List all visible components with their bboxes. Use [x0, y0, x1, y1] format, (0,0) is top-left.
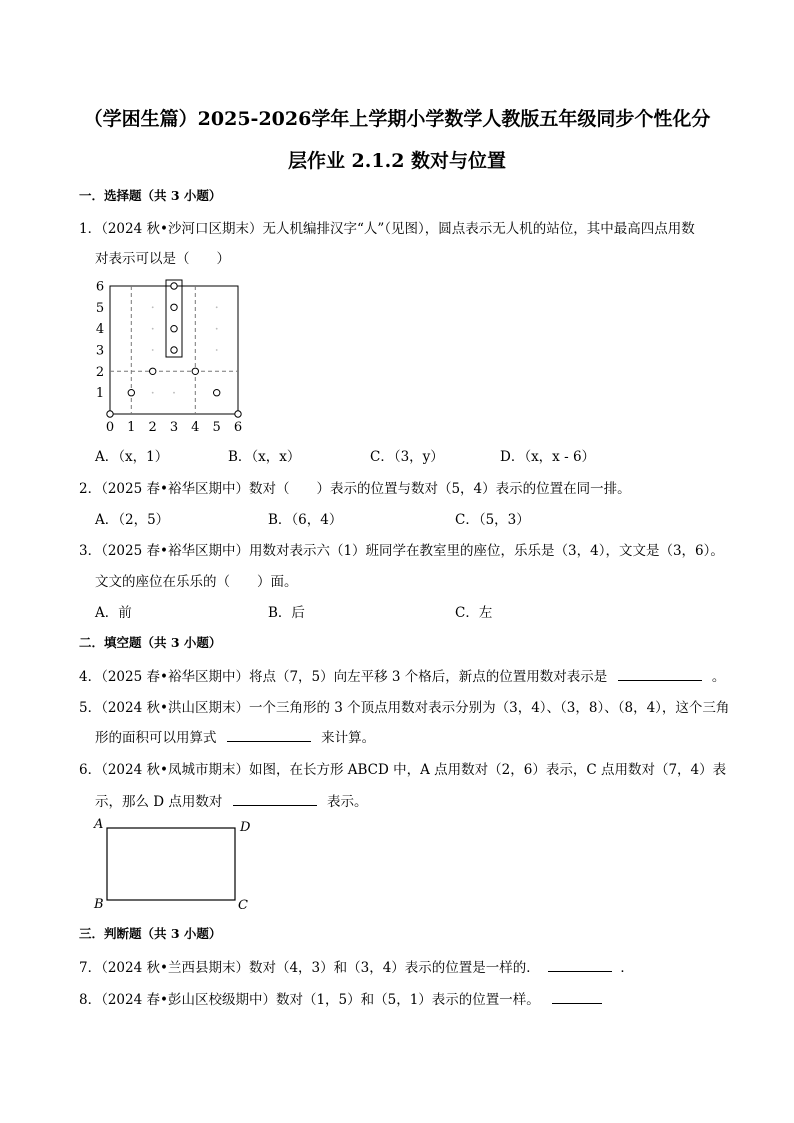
question-4-stem: 4．（2025 春•裕华区期中）将点（7，5）向左平移 3 个格后，新点的位置用数对表示是: [79, 669, 608, 685]
question-5-stem: 形的面积可以用算式: [95, 730, 217, 746]
drone-point-3-6: [171, 283, 177, 289]
rectangle-abcd-figure: [90, 814, 260, 914]
drone-point-5-1: [214, 390, 220, 396]
question-2-option-a[interactable]: A．（2，5）: [95, 512, 170, 528]
section-heading-fill: 二．填空题（共 3 小题）: [79, 635, 222, 650]
question-6-answer-blank[interactable]: [233, 791, 317, 806]
drone-point-4-2: [192, 368, 198, 374]
vertex-label-c: C: [238, 898, 248, 913]
x-tick-label: 0: [105, 420, 115, 435]
corner-point-6-0: [235, 411, 241, 417]
drone-point-1-1: [128, 390, 134, 396]
x-tick-label: 5: [212, 420, 221, 435]
question-3-line2: 文文的座位在乐乐的（ ）面。: [95, 574, 298, 590]
drone-point-3-5: [171, 304, 177, 310]
question-1-line1: 1．（2024 秋•沙河口区期末）无人机编排汉字“人”（见图），圆点表示无人机的站位，其中最高四点用数: [79, 221, 695, 237]
top-four-points-box: [166, 280, 182, 357]
question-1-grid-figure: [90, 276, 250, 436]
question-6-tail: 表示。: [327, 794, 368, 810]
question-1-line2: 对表示可以是（ ）: [95, 251, 230, 267]
question-1-option-a[interactable]: A．（x，1）: [95, 449, 169, 465]
question-4-tail: 。: [711, 669, 726, 685]
question-8-stem: 8．（2024 春•彭山区校级期中）数对（1，5）和（5，1）表示的位置一样。: [79, 992, 540, 1008]
question-5-line2: [95, 726, 375, 746]
question-4-text: [79, 665, 725, 685]
x-tick-label: 3: [169, 420, 179, 435]
question-2-option-b[interactable]: B．（6，4）: [268, 512, 343, 528]
question-4-answer-blank[interactable]: [618, 666, 702, 681]
question-1-option-b[interactable]: B．（x，x）: [228, 449, 301, 465]
question-3-line1: 3．（2025 春•裕华区期中）用数对表示六（1）班同学在教室里的座位，乐乐是（3，4），文文是（3，6）。: [79, 543, 724, 559]
question-8-text: [79, 988, 602, 1008]
question-8-answer-blank[interactable]: [552, 989, 602, 1004]
drone-point-3-3: [171, 347, 177, 353]
x-tick-label: 2: [148, 420, 157, 435]
grid-faint-points: [152, 306, 218, 393]
section-heading-choice: 一．选择题（共 3 小题）: [79, 188, 222, 203]
question-1-option-c[interactable]: C．（3，y）: [370, 449, 444, 465]
question-1-option-d[interactable]: D．（x，x - 6）: [500, 449, 596, 465]
drone-point-2-2: [150, 368, 156, 374]
question-5-tail: 来计算。: [321, 730, 376, 746]
page-title-line2: 层作业 2.1.2 数对与位置: [287, 150, 507, 172]
y-tick-label: 2: [95, 364, 105, 380]
rectangle-abcd: [107, 828, 235, 900]
x-tick-label: 4: [191, 420, 200, 435]
y-tick-label: 4: [95, 322, 105, 338]
y-tick-label: 6: [95, 279, 105, 295]
vertex-label-d: D: [240, 820, 251, 835]
question-6-line1: 6．（2024 秋•凤城市期末）如图，在长方形 ABCD 中，A 点用数对（2，6）表示，C 点用数对（7，4）表: [79, 762, 727, 778]
question-2-option-c[interactable]: C．（5，3）: [455, 512, 530, 528]
y-tick-label: 5: [95, 300, 105, 316]
question-5-line1: 5．（2024 秋•洪山区期末）一个三角形的 3 个顶点用数对表示分别为（3，4）、（3，8）、（8，4），这个三角: [79, 700, 730, 716]
y-tick-label: 1: [95, 386, 105, 402]
origin-point: [107, 411, 113, 417]
question-6-stem: 示，那么 D 点用数对: [95, 794, 223, 810]
vertex-label-b: B: [94, 897, 104, 912]
question-7-text: [79, 956, 634, 976]
x-tick-label: 6: [233, 420, 243, 435]
question-6-line2: [95, 790, 368, 810]
question-5-answer-blank[interactable]: [227, 727, 311, 742]
question-7-tail: ．: [620, 960, 634, 976]
question-3-option-c[interactable]: C．左: [455, 605, 493, 621]
question-7-answer-blank[interactable]: [548, 957, 612, 972]
y-tick-label: 3: [95, 343, 105, 359]
page-title-line1: （学困生篇）2025-2026学年上学期小学数学人教版五年级同步个性化分: [83, 108, 711, 130]
x-tick-label: 1: [127, 420, 136, 435]
section-heading-judge: 三．判断题（共 3 小题）: [79, 926, 222, 941]
question-7-stem: 7．（2024 秋•兰西县期末）数对（4，3）和（3，4）表示的位置是一样的．: [79, 960, 540, 976]
question-3-option-b[interactable]: B．后: [268, 605, 305, 621]
drone-point-3-4: [171, 326, 177, 332]
vertex-label-a: A: [94, 817, 104, 832]
question-3-option-a[interactable]: A．前: [95, 605, 132, 621]
question-2-line1: 2．（2025 春•裕华区期中）数对（ ）表示的位置与数对（5，4）表示的位置在同一排。: [79, 481, 631, 497]
